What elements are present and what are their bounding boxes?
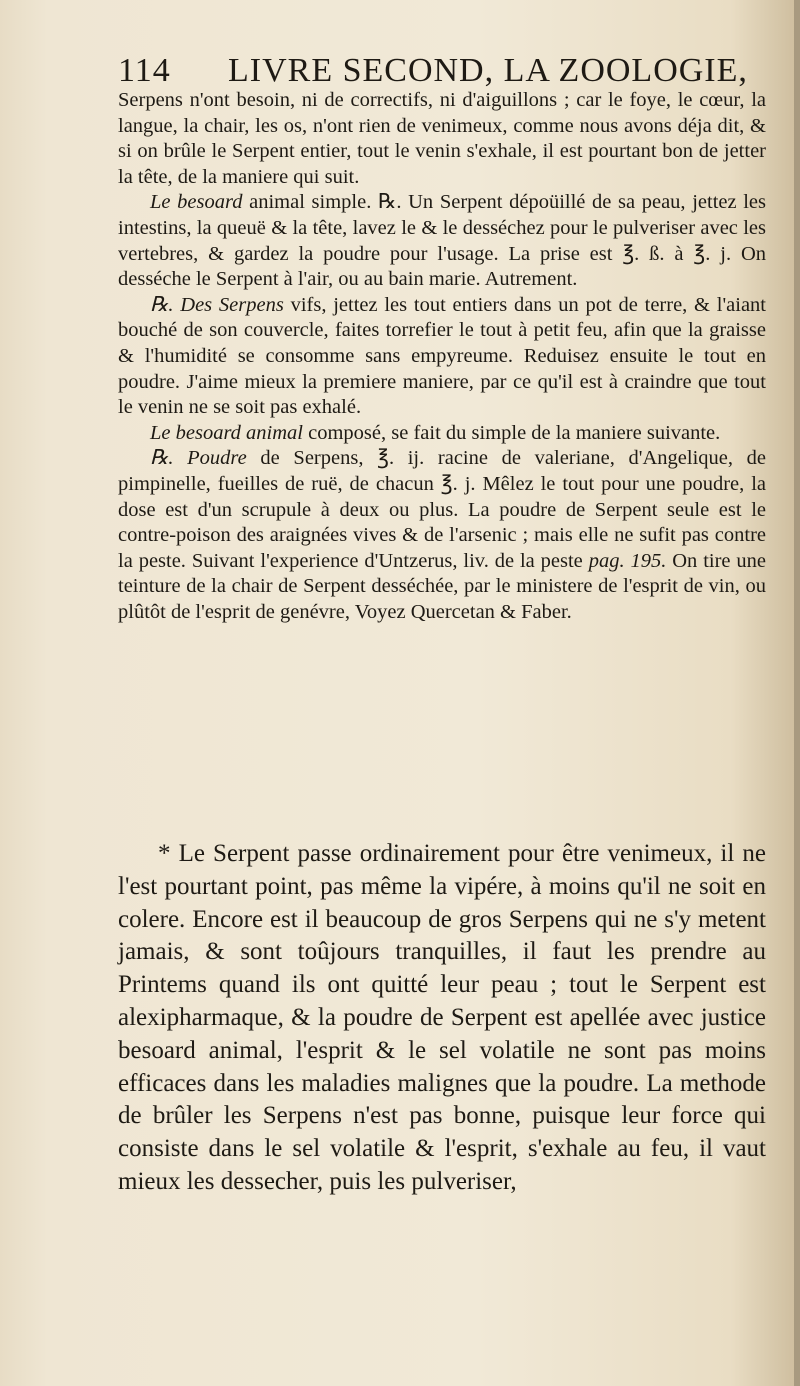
paragraph-compound-besoard (118, 421, 766, 447)
paragraph-heading: ℞. Poudre (150, 447, 247, 470)
page-reference: pag. 195. (588, 549, 667, 572)
paragraph-text: On tire une teinture de la chair de Serpent desséchée, par le ministere de l'esprit de vin, ou plûtôt de l'esprit de genévre, Voyez Quercetan & Faber. (118, 549, 767, 623)
main-text-block (118, 88, 766, 625)
paragraph-live-serpents (118, 293, 766, 421)
annotation-block (118, 838, 766, 1199)
paragraph-heading: Le besoard animal (150, 421, 303, 444)
annotation-paragraph: * Le Serpent passe ordinairement pour être venimeux, il ne l'est pourtant point, pas même la vipére, à moins qu'il ne soit en colere. Encore est il beaucoup de gros Serpens qui ne s'y metent jamais, & sont toûjours tranquilles, il faut les prendre au Printems quand ils ont quitté leur peau ; tout le Serpent est alexipharmaque, & la poudre de Serpent est apellée avec justice besoard animal, l'esprit & le sel volatile ne sont pas moins efficaces dans les maladies malignes que la poudre. La methode de brûler les Serpens n'est pas bonne, puisque leur force qui consiste dans le sel volatile & l'esprit, s'exhale au feu, il vaut mieux les dessecher, puis les pulveriser, (118, 840, 766, 1195)
page-number: 114 (118, 52, 171, 89)
paragraph-text: de Serpens, ℥. ij. racine de valeriane, d'Angelique, de pimpinelle, fueilles de ruë, de chacun ℥. j. Mêlez le tout pour une poudre, la dose est d'un scrupule à deux ou plus. La poudre de Serpent seule est le contre-poison des araignées vives & de l'arsenic ; mais elle ne sufit pas contre la peste. Suivant l'experience d'Untzerus, liv. de la peste (118, 447, 767, 572)
paragraph-text: animal simple. ℞. Un Serpent dépoüillé de sa peau, jettez les intestins, la queuë & la tête, lavez le & le desséchez pour le pulveriser avec les vertebres, & gardez la poudre pour l'usage. La prise est ℥. ß. à ℥. j. On desséche le Serpent à l'air, ou au bain marie. Autrement. (118, 191, 767, 291)
paragraph-text: vifs, jettez les tout entiers dans un pot de terre, & l'aiant bouché de son couvercle, faites torrefier le tout à petit feu, afin que la graisse & l'humidité se consomme sans empyreume. Reduisez ensuite le tout en poudre. J'aime mieux la premiere maniere, par ce qu'il est à craindre que tout le venin ne se soit pas exhalé. (118, 293, 766, 419)
paragraph-heading: ℞. Des Serpens (150, 293, 284, 316)
paragraph-serpent-powder (118, 446, 766, 625)
paragraph-text: composé, se fait du simple de la maniere suivante. (308, 421, 721, 444)
running-header (118, 52, 748, 90)
paragraph-continuation: Serpens n'ont besoin, ni de correctifs, ni d'aiguillons ; car le foye, le cœur, la langue, la chair, les os, n'ont rien de venimeux, comme nous avons déja dit, & si on brûle le Serpent entier, tout le venin s'exhale, il est pourtant bon de jetter la tête, de la maniere qui suit. (118, 89, 766, 188)
running-title: LIVRE SECOND, LA ZOOLOGIE, (228, 52, 748, 89)
paragraph-heading: Le besoard (150, 191, 243, 214)
paragraph-simple-besoard (118, 190, 766, 292)
